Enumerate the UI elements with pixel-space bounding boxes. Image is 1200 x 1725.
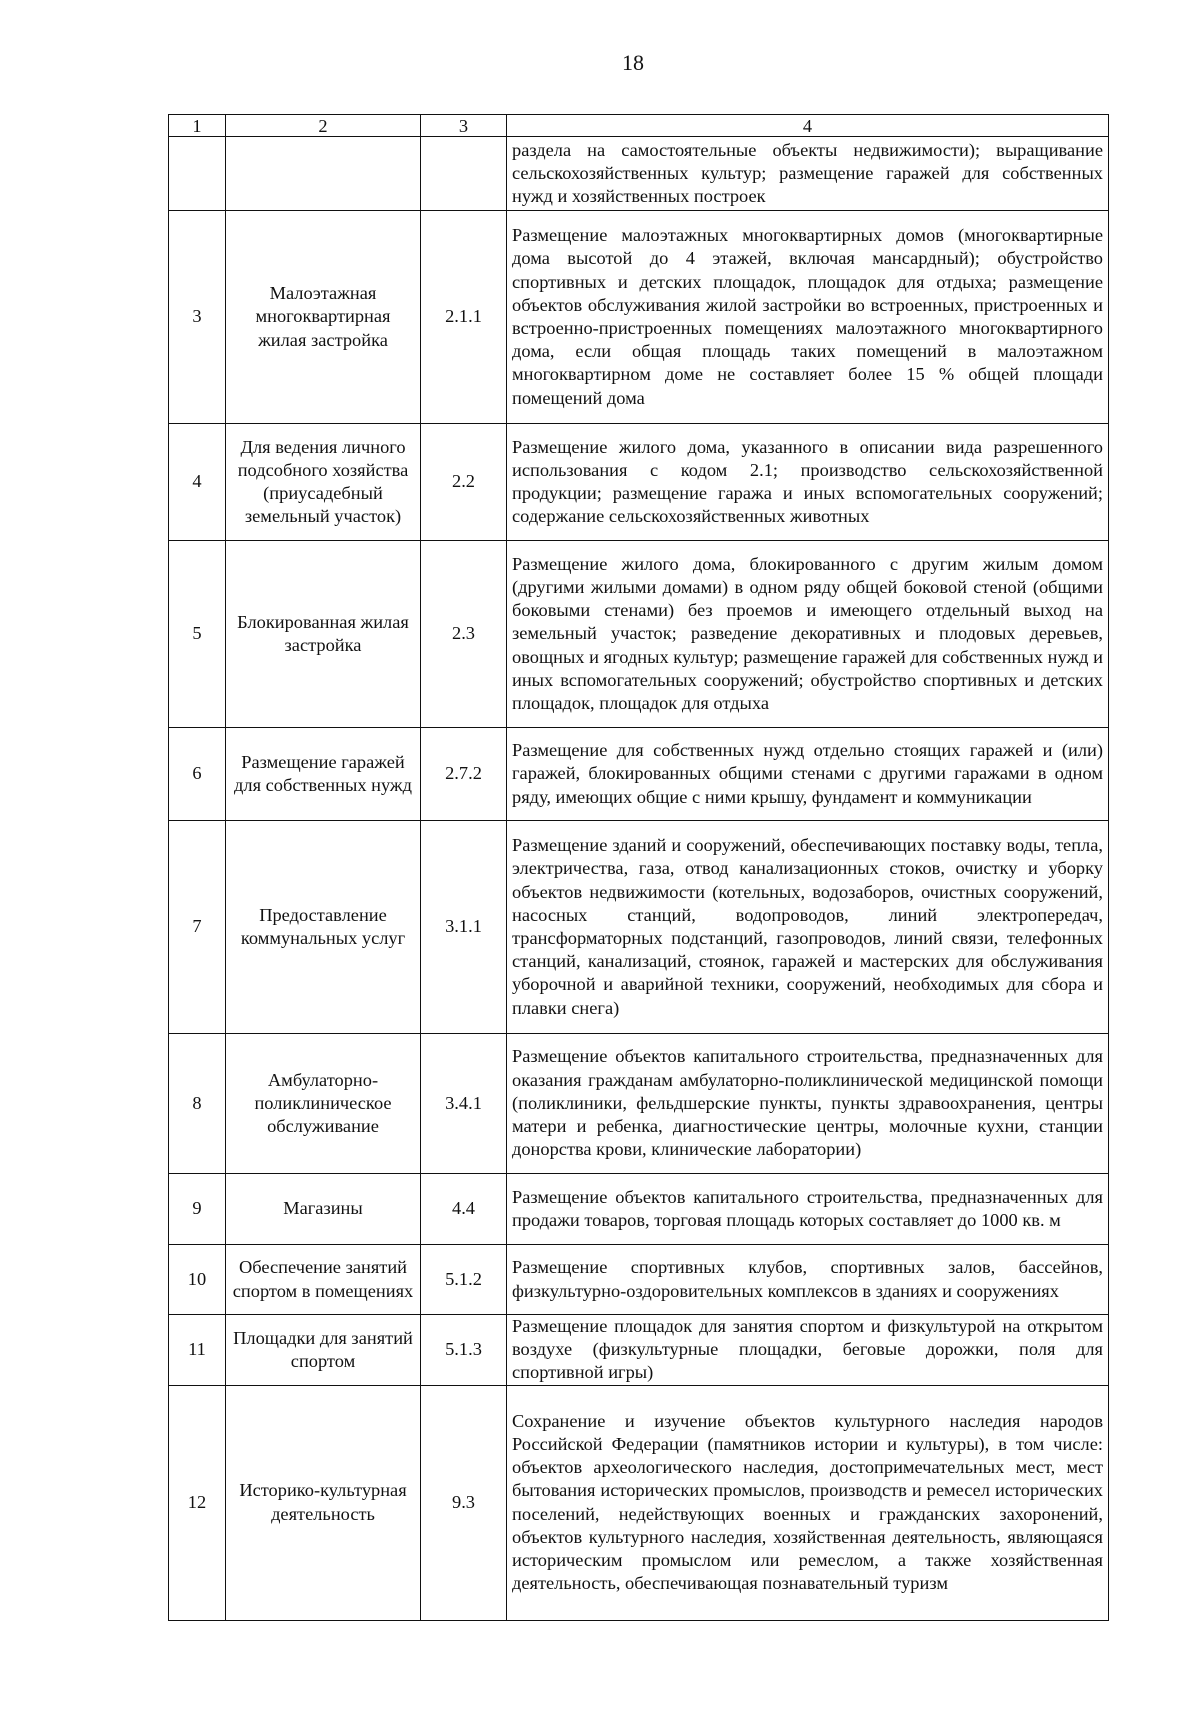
table-row bbox=[169, 1034, 1109, 1174]
table-row bbox=[169, 137, 1109, 211]
use-type-code: 3.4.1 bbox=[421, 1034, 507, 1174]
row-number: 11 bbox=[169, 1315, 226, 1386]
table-row bbox=[169, 728, 1109, 821]
row-number: 3 bbox=[169, 211, 226, 424]
use-type-code: 2.7.2 bbox=[421, 728, 507, 821]
column-header-name: 2 bbox=[226, 115, 421, 137]
use-type-name bbox=[226, 137, 421, 211]
table-row bbox=[169, 1245, 1109, 1315]
table-row bbox=[169, 541, 1109, 728]
use-type-name: Малоэтажная многоквартирная жилая застройка bbox=[226, 211, 421, 424]
use-type-description: Размещение спортивных клубов, спортивных залов, бассейнов, физкультурно-оздоровительных комплексов в зданиях и сооружениях bbox=[507, 1245, 1109, 1315]
table-row bbox=[169, 1174, 1109, 1245]
use-type-name: Обеспечение занятий спортом в помещениях bbox=[226, 1245, 421, 1315]
use-type-name: Для ведения личного подсобного хозяйства (приусадебный земельный участок) bbox=[226, 424, 421, 541]
use-type-code: 5.1.2 bbox=[421, 1245, 507, 1315]
use-type-description: Размещение зданий и сооружений, обеспечивающих поставку воды, тепла, электричества, газа, отвод канализационных стоков, очистку и уборку объектов недвижимости (котельных, водозаборов, очистных сооружений, насосных станций, водопроводов, линий электропередач, трансформаторных подстанций, газопроводов, линий связи, телефонных станций, канализаций, стоянок, гаражей и мастерских для обслуживания уборочной и аварийной техники, сооружений, необходимых для сбора и плавки снега) bbox=[507, 821, 1109, 1034]
row-number: 7 bbox=[169, 821, 226, 1034]
row-number: 5 bbox=[169, 541, 226, 728]
table-row bbox=[169, 1385, 1109, 1620]
row-number: 6 bbox=[169, 728, 226, 821]
row-number: 8 bbox=[169, 1034, 226, 1174]
table-row bbox=[169, 1315, 1109, 1386]
use-type-name: Площадки для занятий спортом bbox=[226, 1315, 421, 1386]
use-type-name: Магазины bbox=[226, 1174, 421, 1245]
use-type-code: 4.4 bbox=[421, 1174, 507, 1245]
use-type-description: Размещение жилого дома, указанного в описании вида разрешенного использования с кодом 2.1; производство сельскохозяйственной продукции; размещение гаража и иных вспомогательных сооружений; содержание сельскохозяйственных животных bbox=[507, 424, 1109, 541]
column-header-number: 1 bbox=[169, 115, 226, 137]
use-type-code: 2.3 bbox=[421, 541, 507, 728]
use-type-code: 5.1.3 bbox=[421, 1315, 507, 1386]
use-type-name: Блокированная жилая застройка bbox=[226, 541, 421, 728]
table-header-row bbox=[169, 115, 1109, 137]
column-header-code: 3 bbox=[421, 115, 507, 137]
row-number bbox=[169, 137, 226, 211]
page-number: 18 bbox=[622, 50, 644, 75]
land-use-table bbox=[168, 114, 1109, 1621]
use-type-description: Размещение жилого дома, блокированного с другим жилым домом (другими жилыми домами) в одном ряду общей боковой стеной (общими боковыми стенами) без проемов и имеющего отдельный выход на земельный участок; разведение декоративных и плодовых деревьев, овощных и ягодных культур; размещение гаражей для собственных нужд и иных вспомогательных сооружений; обустройство спортивных и детских площадок, площадок для отдыха bbox=[507, 541, 1109, 728]
use-type-name: Амбулаторно-поликлиническое обслуживание bbox=[226, 1034, 421, 1174]
use-type-code: 9.3 bbox=[421, 1385, 507, 1620]
use-type-name: Историко-культурная деятельность bbox=[226, 1385, 421, 1620]
use-type-code bbox=[421, 137, 507, 211]
table-row bbox=[169, 211, 1109, 424]
use-type-description: Размещение объектов капитального строительства, предназначенных для продажи товаров, торговая площадь которых составляет до 1000 кв. м bbox=[507, 1174, 1109, 1245]
use-type-name: Предоставление коммунальных услуг bbox=[226, 821, 421, 1034]
use-type-description: Сохранение и изучение объектов культурного наследия народов Российской Федерации (памятников истории и культуры), в том числе: объектов археологического наследия, достопримечательных мест, мест бытования исторических промыслов, производств и ремесел исторических поселений, недействующих военных и гражданских захоронений, объектов культурного наследия, хозяйственная деятельность, являющаяся историческим промыслом или ремеслом, а также хозяйственная деятельность, обеспечивающая познавательный туризм bbox=[507, 1385, 1109, 1620]
use-type-code: 3.1.1 bbox=[421, 821, 507, 1034]
row-number: 12 bbox=[169, 1385, 226, 1620]
table-row bbox=[169, 821, 1109, 1034]
table-row bbox=[169, 424, 1109, 541]
use-type-code: 2.2 bbox=[421, 424, 507, 541]
use-type-description: Размещение площадок для занятия спортом и физкультурой на открытом воздухе (физкультурные площадки, беговые дорожки, поля для спортивной игры) bbox=[507, 1315, 1109, 1386]
use-type-description: Размещение для собственных нужд отдельно стоящих гаражей и (или) гаражей, блокированных общими стенами с другими гаражами в одном ряду, имеющих общие с ними крышу, фундамент и коммуникации bbox=[507, 728, 1109, 821]
row-number: 9 bbox=[169, 1174, 226, 1245]
row-number: 10 bbox=[169, 1245, 226, 1315]
use-type-description: Размещение малоэтажных многоквартирных домов (многоквартирные дома высотой до 4 этажей, включая мансардный); обустройство спортивных и детских площадок, площадок для отдыха; размещение объектов обслуживания жилой застройки во встроенных, пристроенных и встроенно-пристроенных помещениях малоэтажного многоквартирного дома, если общая площадь таких помещений в малоэтажном многоквартирном доме не составляет более 15 % общей площади помещений дома bbox=[507, 211, 1109, 424]
use-type-name: Размещение гаражей для собственных нужд bbox=[226, 728, 421, 821]
row-number: 4 bbox=[169, 424, 226, 541]
column-header-description: 4 bbox=[507, 115, 1109, 137]
use-type-description: раздела на самостоятельные объекты недвижимости); выращивание сельскохозяйственных культур; размещение гаражей для собственных нужд и хозяйственных построек bbox=[507, 137, 1109, 211]
use-type-description: Размещение объектов капитального строительства, предназначенных для оказания гражданам амбулаторно-поликлинической медицинской помощи (поликлиники, фельдшерские пункты, пункты здравоохранения, центры матери и ребенка, диагностические центры, молочные кухни, станции донорства крови, клинические лаборатории) bbox=[507, 1034, 1109, 1174]
use-type-code: 2.1.1 bbox=[421, 211, 507, 424]
